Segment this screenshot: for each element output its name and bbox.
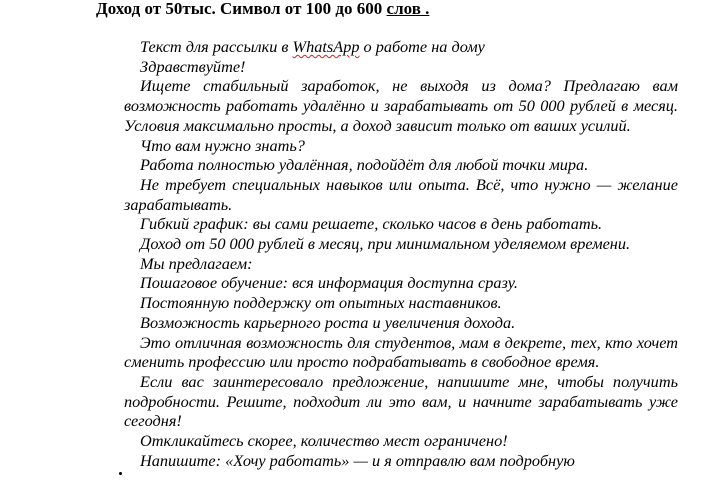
document-heading — [96, 0, 429, 18]
paragraph-know: Что вам нужно знать? — [140, 135, 305, 155]
paragraph-income: Доход от 50 000 рублей в месяц, при минимальном уделяемом времени. — [140, 234, 631, 254]
paragraph-intro: Ищете стабильный заработок, не выходя из дома? Предлагаю вам возможность работать удалённо и зарабатывать от 50 000 рублей в месяц. Условия максимально просты, а доход зависит только от ваших усилий. — [124, 76, 678, 135]
paragraph-audience: Это отличная возможность для студентов, мам в декрете, тех, кто хочет сменить профессию или просто подрабатывать в свободное время. — [124, 332, 678, 372]
paragraph-title: Текст для рассылки в WhatsApp о работе на дому — [140, 37, 485, 56]
paragraph-schedule: Гибкий график: вы сами решаете, сколько часов в день работать. — [140, 214, 603, 234]
heading-link[interactable]: слов . — [386, 0, 430, 18]
paragraph-remote: Работа полностью удалённая, подойдёт для любой точки мира. — [140, 155, 589, 175]
document-body — [124, 37, 678, 470]
paragraph-offer: Мы предлагаем: — [140, 253, 253, 273]
paragraph-support: Постоянную поддержку от опытных наставников. — [140, 293, 502, 313]
paragraph-training: Пошаговое обучение: вся информация доступна сразу. — [140, 273, 518, 293]
bullet-fragment — [119, 472, 122, 475]
paragraph-skills: Не требует специальных навыков или опыта. Всё, что нужно — желание зарабатывать. — [124, 174, 678, 214]
paragraph-hurry: Откликайтесь скорее, количество мест ограничено! — [140, 431, 508, 451]
paragraph-contact: Если вас заинтересовало предложение, напишите мне, чтобы получить подробности. Решите, подходит ли это вам, и начните зарабатывать уже сегодня! — [124, 371, 678, 431]
spellcheck-word[interactable]: WhatsApp — [292, 37, 360, 56]
paragraph-greeting: Здравствуйте! — [140, 56, 246, 76]
paragraph-career: Возможность карьерного роста и увеличения дохода. — [140, 312, 516, 332]
paragraph-write: Напишите: «Хочу работать» — и я отправлю вам подробную — [140, 450, 575, 470]
heading-text: Доход от 50тыс. Символ от 100 до 600 — [96, 0, 387, 18]
